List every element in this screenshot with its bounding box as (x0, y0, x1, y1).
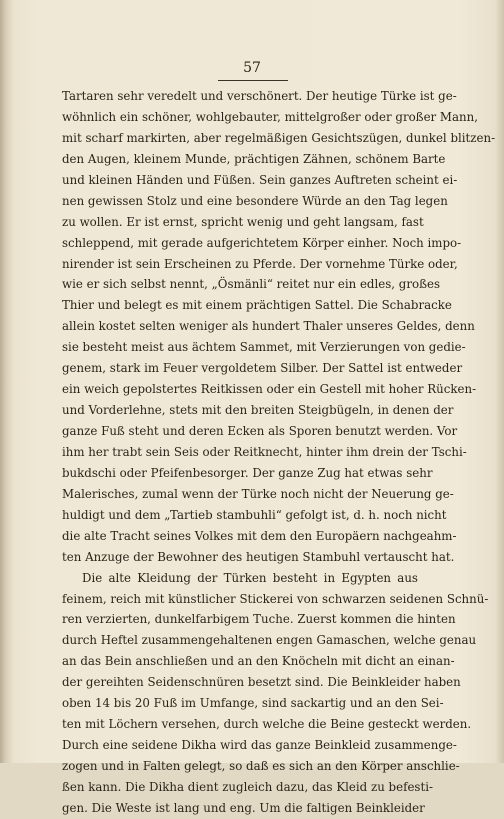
text-line: schleppend, mit gerade aufgerichtetem Körper einher. Noch impo- (62, 235, 462, 250)
text-line: an das Bein anschließen und an den Knöcheln mit dicht an einan- (62, 654, 455, 669)
text-line: ßen kann. Die Dikha dient zugleich dazu, das Kleid zu befesti- (62, 779, 433, 794)
text-line: feinem, reich mit künstlicher Stickerei von schwarzen seidenen Schnü- (62, 591, 489, 606)
text-line: ein weich gepolstertes Reitkissen oder ein Gestell mit hoher Rücken- (62, 382, 477, 397)
header-rule (218, 80, 288, 81)
text-line: huldigt und dem „Tartieb stambuhli“ gefolgt ist, d. h. noch nicht (62, 507, 447, 522)
text-line: genem, stark im Feuer vergoldetem Silber. Der Sattel ist entweder (62, 361, 463, 376)
text-line: nirender ist sein Erscheinen zu Pferde. Der vornehme Türke oder, (62, 256, 458, 271)
page-number: 57 (243, 60, 261, 76)
text-line: durch Heftel zusammengehaltenen engen Gamaschen, welche genau (62, 633, 477, 648)
text-line: wie er sich selbst nennt, „Ösmänli“ reitet nur ein edles, großes (62, 277, 440, 292)
text-line: Durch eine seidene Dikha wird das ganze Beinkleid zusammenge- (62, 738, 457, 753)
text-line: die alte Tracht seines Volkes mit dem den Europäern nachgeahm- (62, 528, 457, 543)
text-line: Malerisches, zumal wenn der Türke noch nicht der Neuerung ge- (62, 486, 454, 501)
text-line: gen. Die Weste ist lang und eng. Um die faltigen Beinkleider (62, 800, 425, 815)
text-line: allein kostet selten weniger als hundert Thaler unseres Geldes, denn (62, 319, 475, 334)
text-line: ren verzierten, dunkelfarbigem Tuche. Zuerst kommen die hinten (62, 612, 456, 627)
text-line: oben 14 bis 20 Fuß im Umfange, sind sackartig und an den Sei- (62, 696, 444, 711)
text-line: Thier und belegt es mit einem prächtigen Sattel. Die Schabracke (62, 298, 452, 313)
text-line: ihm her trabt sein Seis oder Reitknecht, hinter ihm drein der Tschi- (62, 444, 467, 459)
text-line: Die alte Kleidung der Türken besteht in Egypten aus (82, 570, 418, 585)
text-line: zogen und in Falten gelegt, so daß es sich an den Körper anschlie- (62, 759, 460, 773)
text-line: und kleinen Händen und Füßen. Sein ganzes Auftreten scheint ei- (62, 172, 458, 187)
text-line: Tartaren sehr veredelt und verschönert. Der heutige Türke ist ge- (62, 89, 457, 103)
text-line: ten Anzuge der Bewohner des heutigen Stambuhl vertauscht hat. (62, 549, 455, 564)
text-line: der gereihten Seidenschnüren besetzt sind. Die Beinkleider haben (62, 675, 461, 690)
text-line: bukdschi oder Pfeifenbesorger. Der ganze Zug hat etwas sehr (62, 465, 433, 480)
text-line: sie besteht meist aus ächtem Sammet, mit Verzierungen von gedie- (62, 340, 466, 355)
text-line: mit scharf markirten, aber regelmäßigen Gesichtszügen, dunkel blitzen- (62, 130, 496, 145)
text-line: ten mit Löchern versehen, durch welche die Beine gesteckt werden. (62, 717, 472, 732)
text-line: ganze Fuß steht und deren Ecken als Sporen benutzt werden. Vor (62, 424, 458, 438)
body-text (62, 86, 496, 819)
text-line: den Augen, kleinem Munde, prächtigen Zähnen, schönem Barte (62, 151, 446, 166)
text-line: zu wollen. Er ist ernst, spricht wenig und geht langsam, fast (62, 214, 424, 229)
text-line: wöhnlich ein schöner, wohlgebauter, mittelgroßer oder großer Mann, (62, 109, 478, 124)
text-line: und Vorderlehne, stets mit den breiten Steigbügeln, in denen der (62, 403, 454, 418)
text-line: nen gewissen Stolz und eine besondere Würde an den Tag legen (62, 193, 448, 208)
